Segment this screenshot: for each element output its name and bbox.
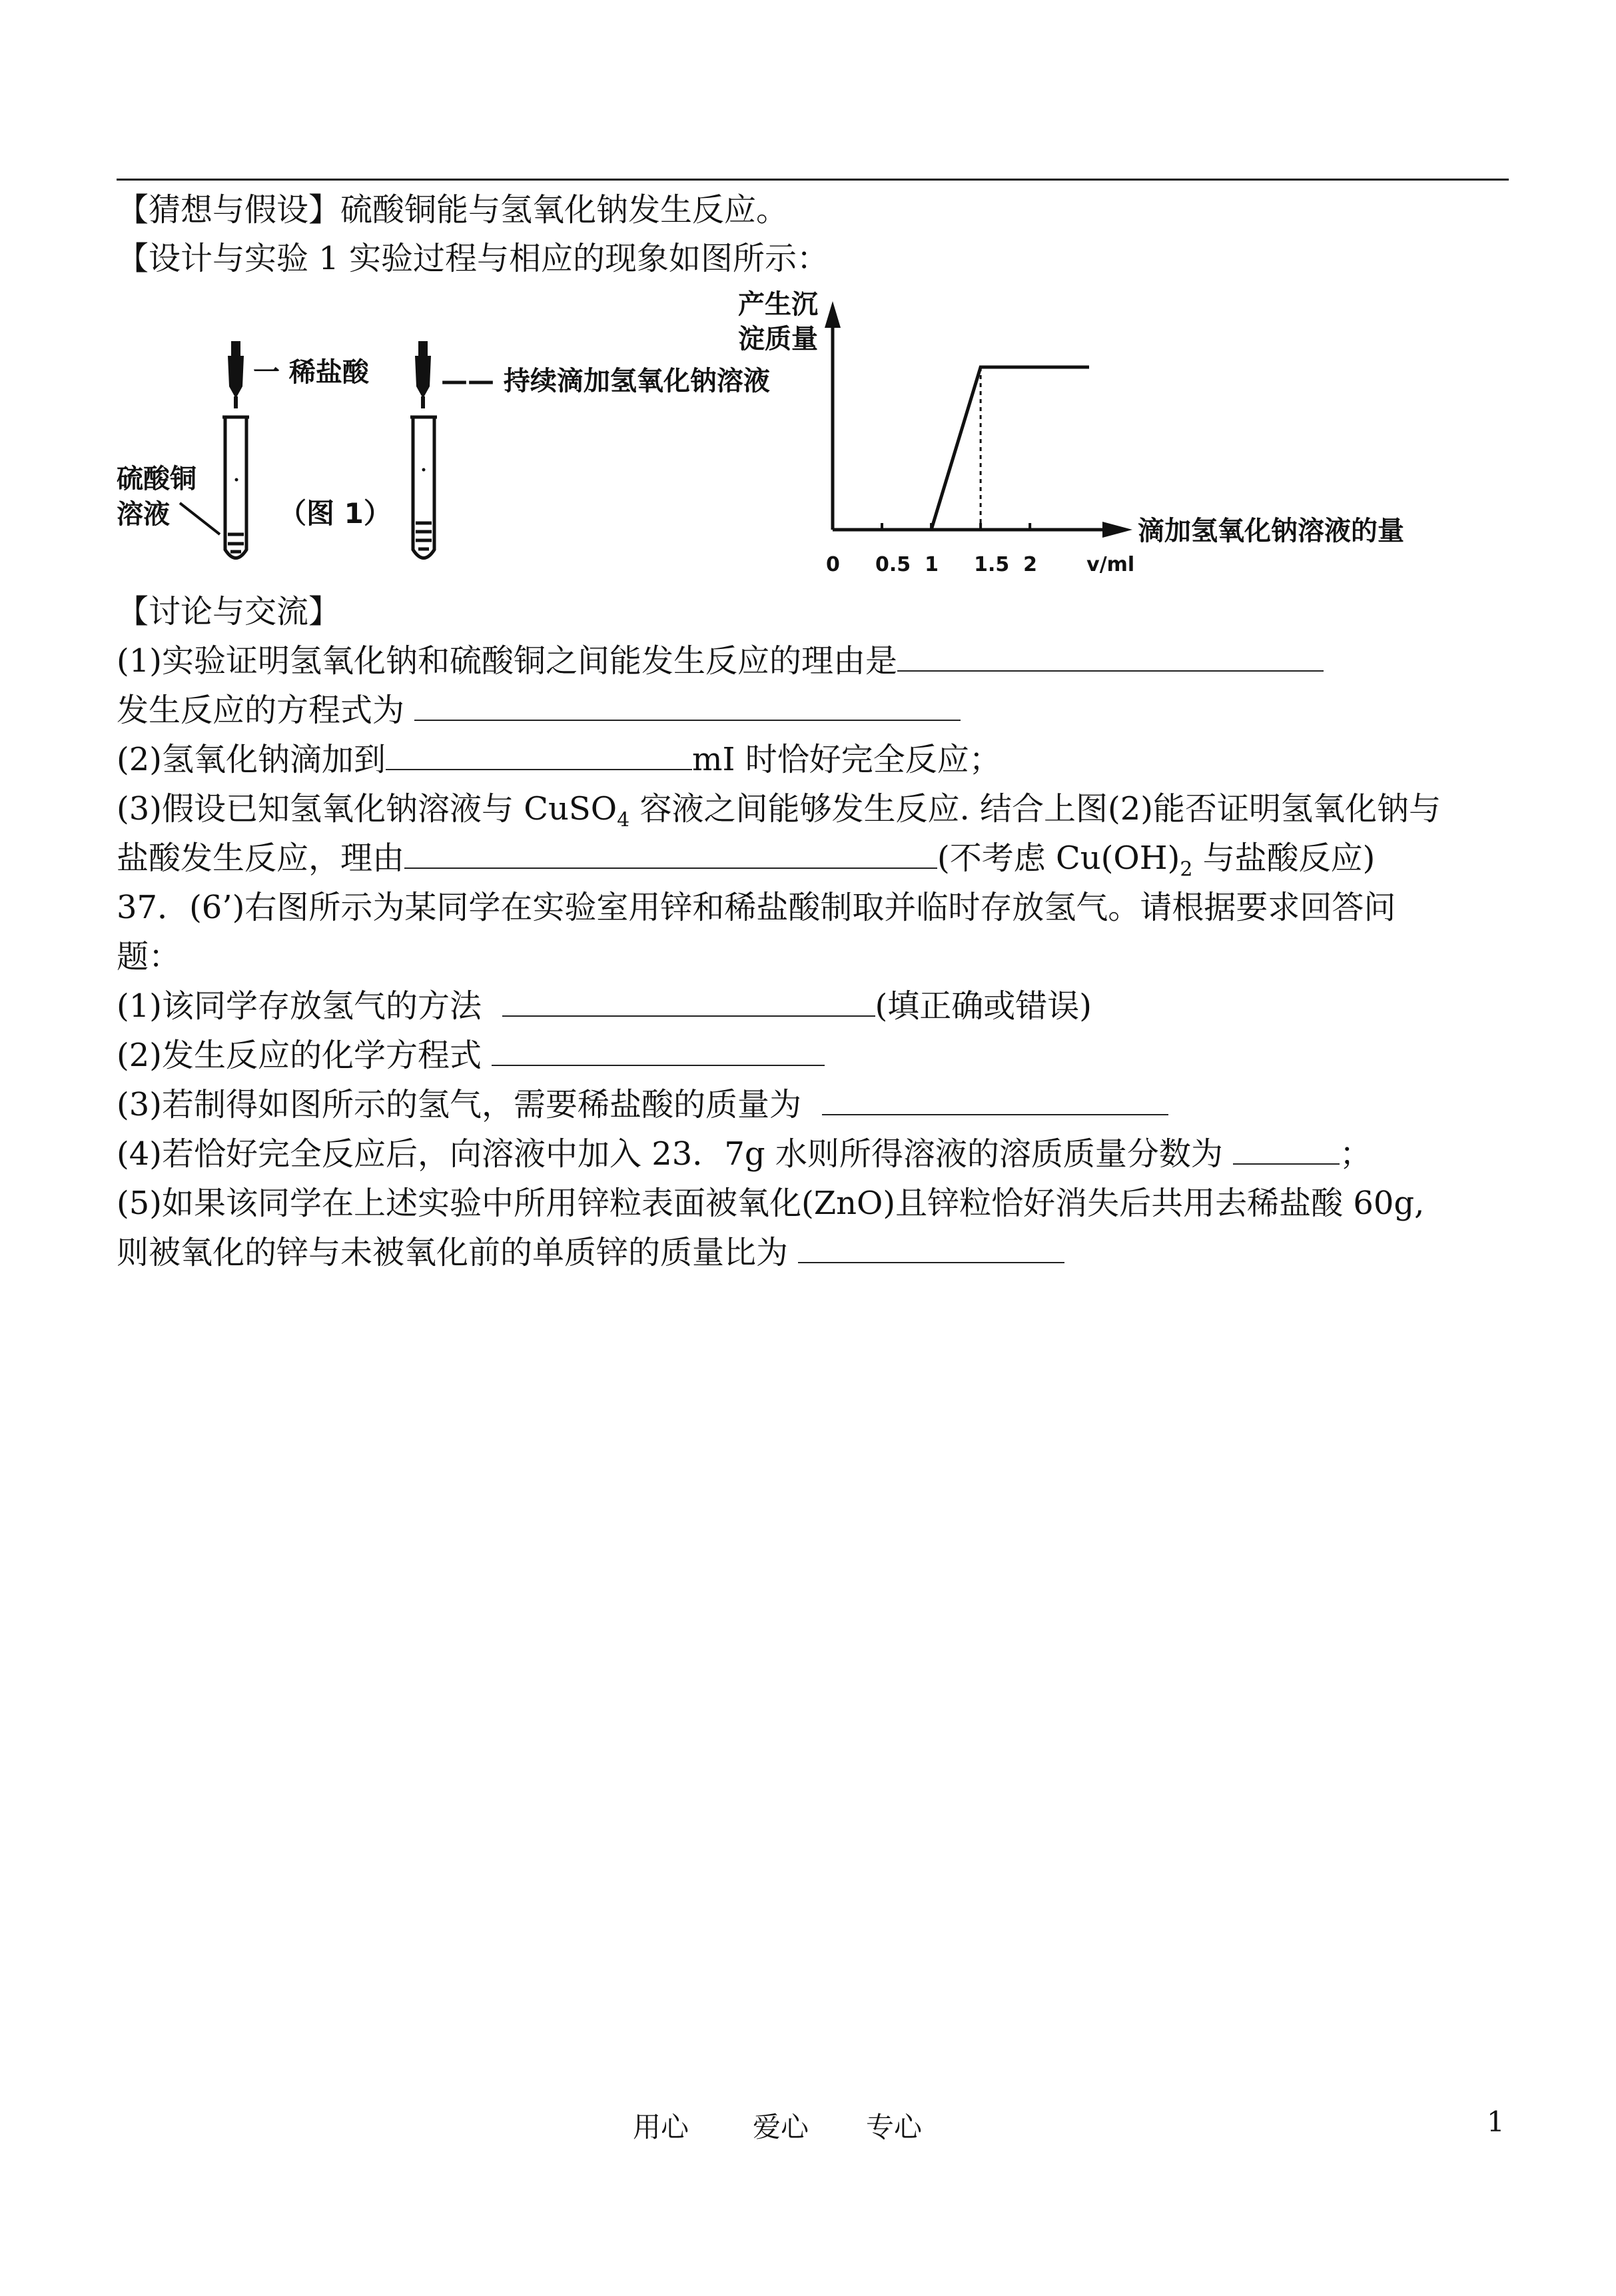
q37-part-1-tail: (填正确或错误) — [875, 987, 1092, 1025]
q37-intro-line2: 题： — [117, 938, 181, 975]
chart-ylabel-line1: 产生沉 — [738, 289, 818, 320]
question-1b — [117, 690, 961, 730]
dropper-2 — [415, 341, 431, 408]
q37-part-1 — [117, 986, 1092, 1026]
x-tick-labels — [826, 553, 1134, 576]
label-cuso4-line1: 硫酸铜 — [117, 464, 197, 494]
discussion-title: 【讨论与交流】 — [117, 593, 341, 630]
label-naoh: —— 持续滴加氢氧化钠溶液 — [441, 366, 770, 396]
q37-part-2-text: (2)发生反应的化学方程式 — [117, 1037, 482, 1074]
x-tick-label: 1.5 — [974, 553, 1010, 576]
figure-caption: （图 1） — [278, 497, 392, 530]
x-tick-label: 0 — [826, 553, 840, 576]
pointer-line — [180, 503, 220, 534]
x-tick-label: 2 — [1023, 553, 1038, 576]
header-rule — [117, 179, 1509, 181]
precipitate-chart — [738, 289, 1404, 576]
q37-part-1-text: (1)该同学存放氢气的方法 — [117, 987, 482, 1025]
q37-part-3 — [117, 1085, 1168, 1125]
answer-blank-37-2[interactable] — [492, 1035, 825, 1066]
footer-motto-1: 用心 — [633, 2111, 689, 2143]
q37-part-5b-text: 则被氧化的锌与未被氧化前的单质锌的质量比为 — [117, 1234, 789, 1271]
answer-blank-37-1[interactable] — [502, 986, 875, 1017]
q37-part-4-text: (4)若恰好完全反应后，向溶液中加入 23．7g 水则所得溶液的溶质质量分数为 — [117, 1135, 1223, 1173]
hypothesis-line: 【猜想与假设】硫酸铜能与氢氧化钠发生反应。 — [117, 191, 789, 229]
x-tick-label: 0.5 — [875, 553, 911, 576]
page-number: 1 — [1487, 2105, 1505, 2138]
chart-ylabel-line2: 淀质量 — [738, 324, 818, 354]
q37-part-2 — [117, 1035, 825, 1075]
test-tube-2 — [410, 417, 437, 558]
label-cuso4-line2: 溶液 — [117, 499, 170, 530]
footer-motto-2: 爱心 — [753, 2111, 809, 2143]
question-2 — [117, 740, 1001, 780]
question-3-text-b: 容液之间能够发生反应. 结合上图(2)能否证明氢氧化钠与 — [629, 790, 1441, 828]
q37-part-5b — [117, 1233, 1064, 1273]
q37-part-4 — [117, 1134, 1372, 1174]
y-axis-arrow — [825, 301, 841, 328]
question-2-unit: mI 时恰好完全反应； — [692, 741, 1001, 778]
q37-part-5: (5)如果该同学在上述实验中所用锌粒表面被氧化(ZnO)且锌粒恰好消失后共用去稀盐酸 60g, — [117, 1185, 1425, 1222]
label-hcl: 一 稀盐酸 — [253, 357, 369, 388]
answer-blank-37-4[interactable] — [1233, 1134, 1340, 1165]
x-axis-arrow — [1102, 522, 1132, 538]
question-1b-text: 发生反应的方程式为 — [117, 692, 405, 729]
question-3b-tail-b: 与盐酸反应) — [1192, 840, 1376, 877]
series-line — [931, 367, 1089, 530]
dropper-1 — [228, 341, 244, 408]
x-tick-label: 1 — [925, 553, 939, 576]
question-3-text-a: (3)假设已知氢氧化钠溶液与 CuSO — [117, 790, 617, 828]
q37-part-4-tail: ； — [1340, 1135, 1372, 1173]
question-3 — [117, 789, 1441, 841]
question-1 — [117, 641, 1324, 681]
question-3b — [117, 838, 1375, 890]
question-3b-subscript: 2 — [1180, 858, 1193, 881]
footer-motto-3: 专心 — [866, 2111, 923, 2143]
answer-blank-q2[interactable] — [386, 740, 692, 770]
q37-intro-line1: 37．(6’)右图所示为某同学在实验室用锌和稀盐酸制取并临时存放氢气。请根据要求回答问 — [117, 889, 1396, 926]
x-tick-label: v/ml — [1086, 553, 1135, 576]
chart-xlabel: 滴加氢氧化钠溶液的量 — [1138, 516, 1404, 546]
test-tube-1 — [222, 417, 249, 558]
answer-blank-37-3[interactable] — [822, 1085, 1168, 1115]
question-2-text: (2)氢氧化钠滴加到 — [117, 741, 386, 778]
answer-blank-37-5[interactable] — [798, 1233, 1064, 1263]
design-line: 【设计与实验 1 实验过程与相应的现象如图所示： — [117, 240, 829, 277]
question-3-subscript: 4 — [617, 808, 630, 832]
question-1-text: (1)实验证明氢氧化钠和硫酸铜之间能发生反应的理由是 — [117, 642, 897, 680]
experiment-figure — [113, 287, 1419, 586]
answer-blank-q1b[interactable] — [414, 690, 961, 721]
q37-part-3-text: (3)若制得如图所示的氢气，需要稀盐酸的质量为 — [117, 1086, 801, 1123]
answer-blank-q1[interactable] — [897, 641, 1324, 672]
question-3b-tail-a: (不考虑 Cu(OH) — [937, 840, 1180, 877]
answer-blank-q3[interactable] — [404, 838, 937, 869]
question-3b-text: 盐酸发生反应，理由 — [117, 840, 405, 877]
